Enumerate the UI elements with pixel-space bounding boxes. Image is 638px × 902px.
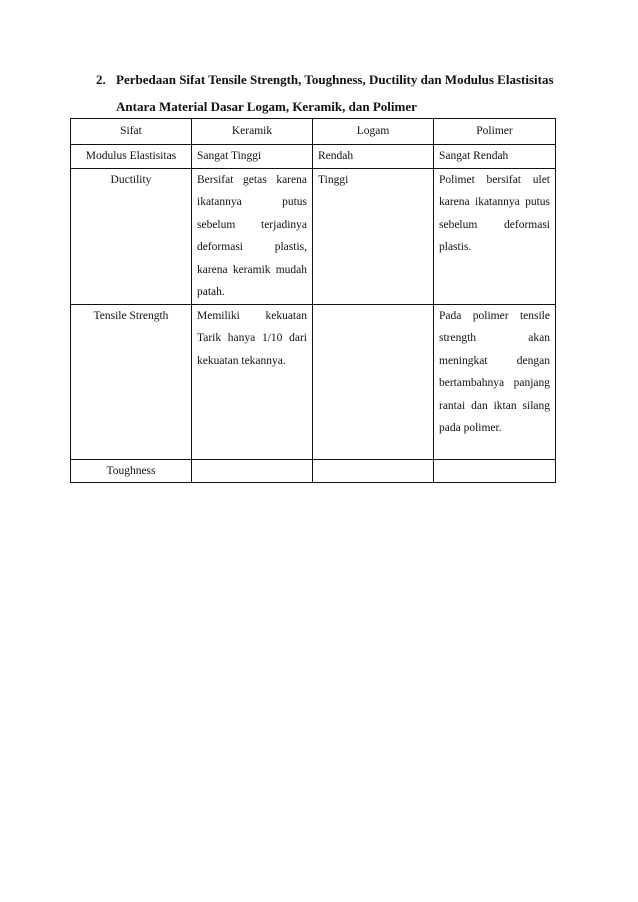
table-row	[71, 459, 556, 482]
column-header-keramik: Keramik	[192, 119, 313, 145]
column-header-logam: Logam	[313, 119, 434, 145]
table-row	[71, 145, 556, 169]
cell-polimer: Sangat Rendah	[434, 145, 556, 169]
heading-title: Perbedaan Sifat Tensile Strength, Toughness, Ductility dan Modulus Elastisitas	[116, 72, 554, 87]
table-row	[71, 168, 556, 304]
section-heading	[96, 66, 558, 120]
cell-logam: Rendah	[313, 145, 434, 169]
row-label-ductility: Ductility	[71, 168, 192, 304]
cell-keramik: Bersifat getas karena ikatannya putus sebelum terjadinya deformasi plastis, karena keramik mudah patah.	[192, 168, 313, 304]
cell-polimer: Pada polimer tensile strength akan meningkat dengan bertambahnya panjang rantai dan iktan silang pada polimer.	[434, 304, 556, 459]
table-row	[71, 304, 556, 459]
cell-logam	[313, 304, 434, 459]
row-label-toughness: Toughness	[71, 459, 192, 482]
row-label-tensile-strength: Tensile Strength	[71, 304, 192, 459]
row-label-modulus: Modulus Elastisitas	[71, 145, 192, 169]
cell-logam	[313, 459, 434, 482]
heading-line-2: Antara Material Dasar Logam, Keramik, dan Polimer	[116, 99, 417, 114]
cell-keramik: Memiliki kekuatan Tarik hanya 1/10 dari kekuatan tekannya.	[192, 304, 313, 459]
column-header-sifat: Sifat	[71, 119, 192, 145]
heading-number: 2.	[96, 72, 106, 87]
column-header-polimer: Polimer	[434, 119, 556, 145]
cell-keramik	[192, 459, 313, 482]
comparison-table	[70, 118, 556, 483]
table-header-row	[71, 119, 556, 145]
cell-keramik: Sangat Tinggi	[192, 145, 313, 169]
heading-line-1	[96, 66, 558, 93]
cell-polimer: Polimet bersifat ulet karena ikatannya putus sebelum deformasi plastis.	[434, 168, 556, 304]
cell-polimer	[434, 459, 556, 482]
cell-logam: Tinggi	[313, 168, 434, 304]
